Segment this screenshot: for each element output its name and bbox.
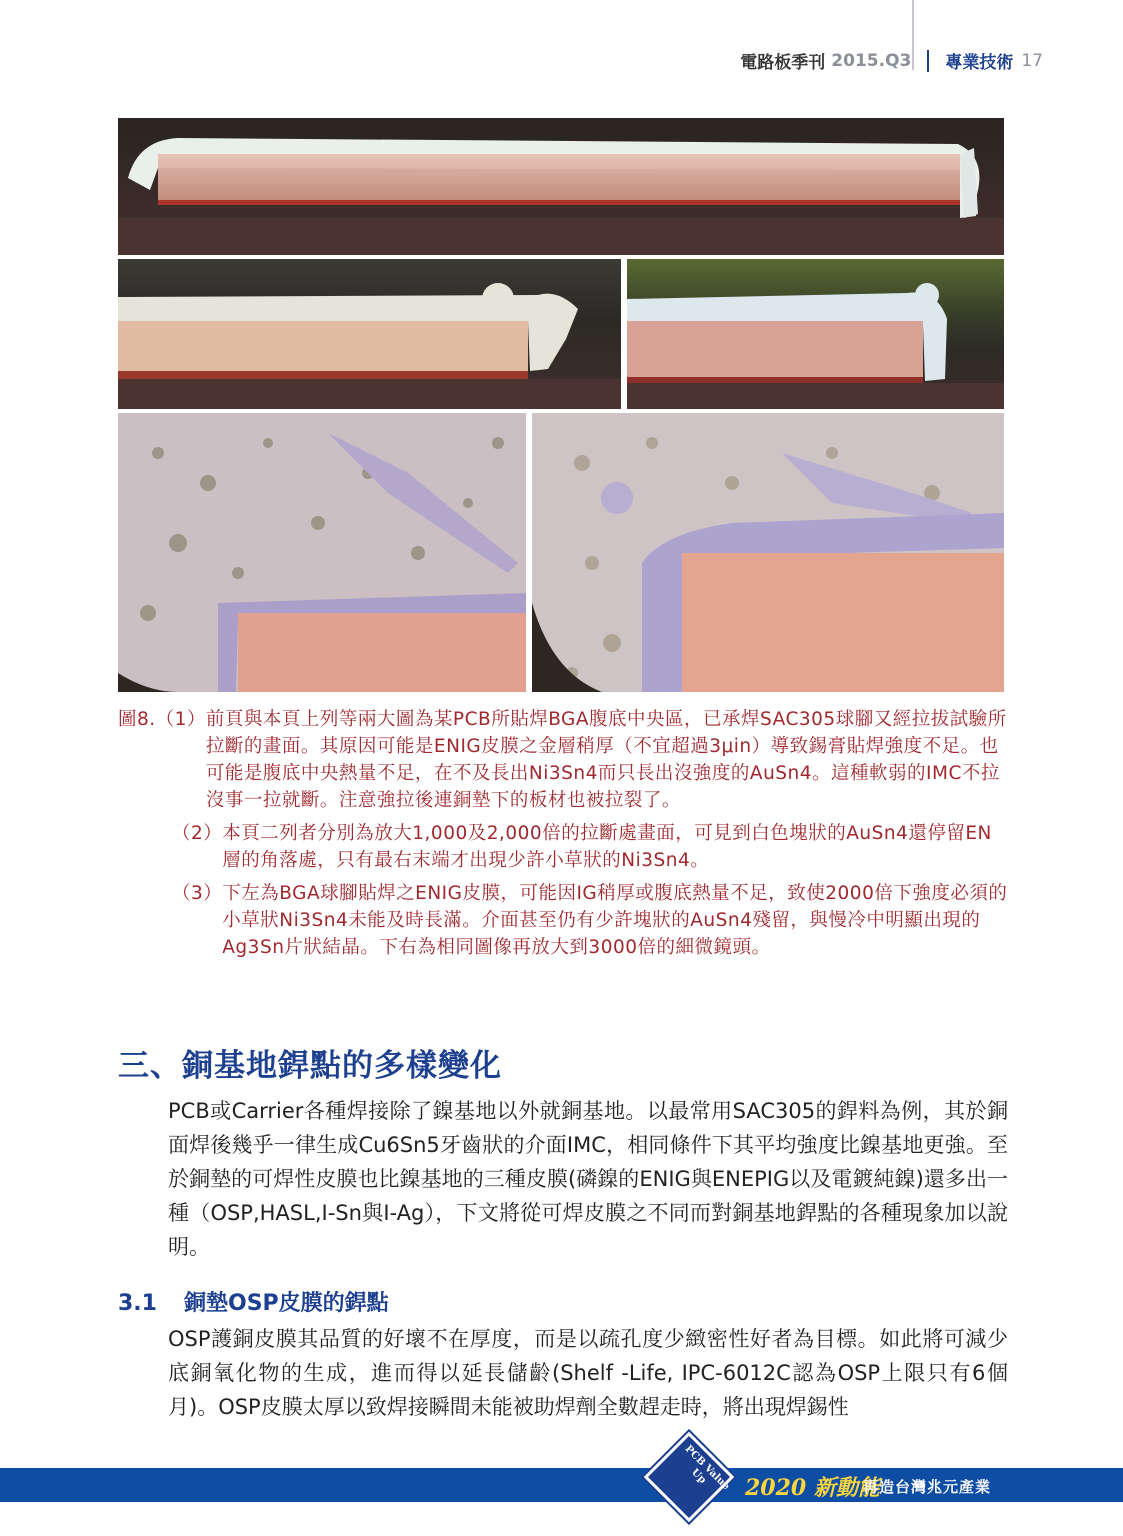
- running-header: [740, 48, 1043, 73]
- caption-text: 下左為BGA球腳貼焊之ENIG皮膜，可能因IG稍厚或腹底熱量不足，致使2000倍下強度必須的小草狀Ni3Sn4未能及時長滿。介面甚至仍有少許塊狀的AuSn4殘留，與慢冷中明顯出現的Ag3Sn片狀結晶。下右為相同圖像再放大到3000倍的細微鏡頭。: [222, 883, 1008, 958]
- figure-caption: [118, 706, 1008, 961]
- caption-item-1: [118, 706, 1008, 814]
- header-separator: [927, 50, 929, 72]
- page-number: 17: [1021, 50, 1043, 71]
- paragraph-text: PCB或Carrier各種焊接除了鎳基地以外就銅基地。以最常用SAC305的銲料為例，其於銅面焊後幾乎一律生成Cu6Sn5牙齒狀的介面IMC，相同條件下其平均強度比鎳基地更強。至於銅墊的可焊性皮膜也比鎳基地的三種皮膜(磷鎳的ENIG與ENEPIG以及電鍍純鎳)還多出一種（OSP,HASL,I-Sn與I-Ag），下文將從可焊皮膜之不同而對銅基地銲點的各種現象加以說明。: [168, 1099, 1008, 1259]
- subsection-number: 3.1: [118, 1291, 157, 1316]
- paragraph-text: OSP護銅皮膜其品質的好壞不在厚度，而是以疏孔度少緻密性好者為目標。如此將可減少底銅氧化物的生成，進而得以延長儲齡(Shelf -Life, IPC-6012C認為OSP上限只有6個月)。OSP皮膜太厚以致焊接瞬間未能被助焊劑全數趕走時，將出現焊錫性: [168, 1327, 1008, 1419]
- caption-text: 前頁與本頁上列等兩大圖為某PCB所貼焊BGA腹底中央區，已承焊SAC305球腳又經拉拔試驗所拉斷的畫面。其原因可能是ENIG皮膜之金層稍厚（不宜超過3μin）導致錫膏貼焊強度不足。也可能是腹底中央熱量不足，在不及長出Ni3Sn4而只長出沒強度的AuSn4。這種軟弱的IMC不拉沒事一拉就斷。注意強拉後連銅墊下的板材也被拉裂了。: [205, 709, 1007, 811]
- subsection-title: 銅墊OSP皮膜的銲點: [184, 1291, 389, 1316]
- slogan-main: 新動能: [813, 1475, 880, 1501]
- section-paragraph: [118, 1094, 1008, 1264]
- issue-label: 2015.Q3: [831, 50, 912, 71]
- subsection-heading: [118, 1286, 389, 1317]
- section-heading: 三、銅基地銲點的多樣變化: [118, 1048, 502, 1084]
- micrograph-mid-left: [118, 259, 621, 409]
- micrograph-bottom-left: [118, 413, 526, 692]
- section-name: 專業技術: [945, 53, 1014, 73]
- footer-slogan: [745, 1471, 880, 1502]
- caption-item-2: [118, 820, 1008, 874]
- caption-label: 圖8.（1）: [118, 709, 206, 730]
- slogan-year: 2020: [745, 1475, 807, 1501]
- subsection-paragraph: [118, 1322, 1008, 1424]
- logo-text: PCB Value Up: [682, 1443, 732, 1493]
- caption-label: （2）: [172, 823, 223, 844]
- micrograph-top: [118, 118, 1004, 255]
- caption-label: （3）: [172, 883, 223, 904]
- micrograph-bottom-right: [532, 413, 1004, 692]
- micrograph-mid-right: [627, 259, 1004, 409]
- caption-text: 本頁二列者分別為放大1,000及2,000倍的拉斷處畫面，可見到白色塊狀的AuSn4還停留EN層的角落處，只有最右末端才出現少許小草狀的Ni3Sn4。: [222, 823, 992, 871]
- caption-item-3: [118, 880, 1008, 961]
- publication-name: 電路板季刊: [740, 53, 826, 73]
- footer-slogan-sub: 再造台灣兆元產業: [863, 1478, 992, 1496]
